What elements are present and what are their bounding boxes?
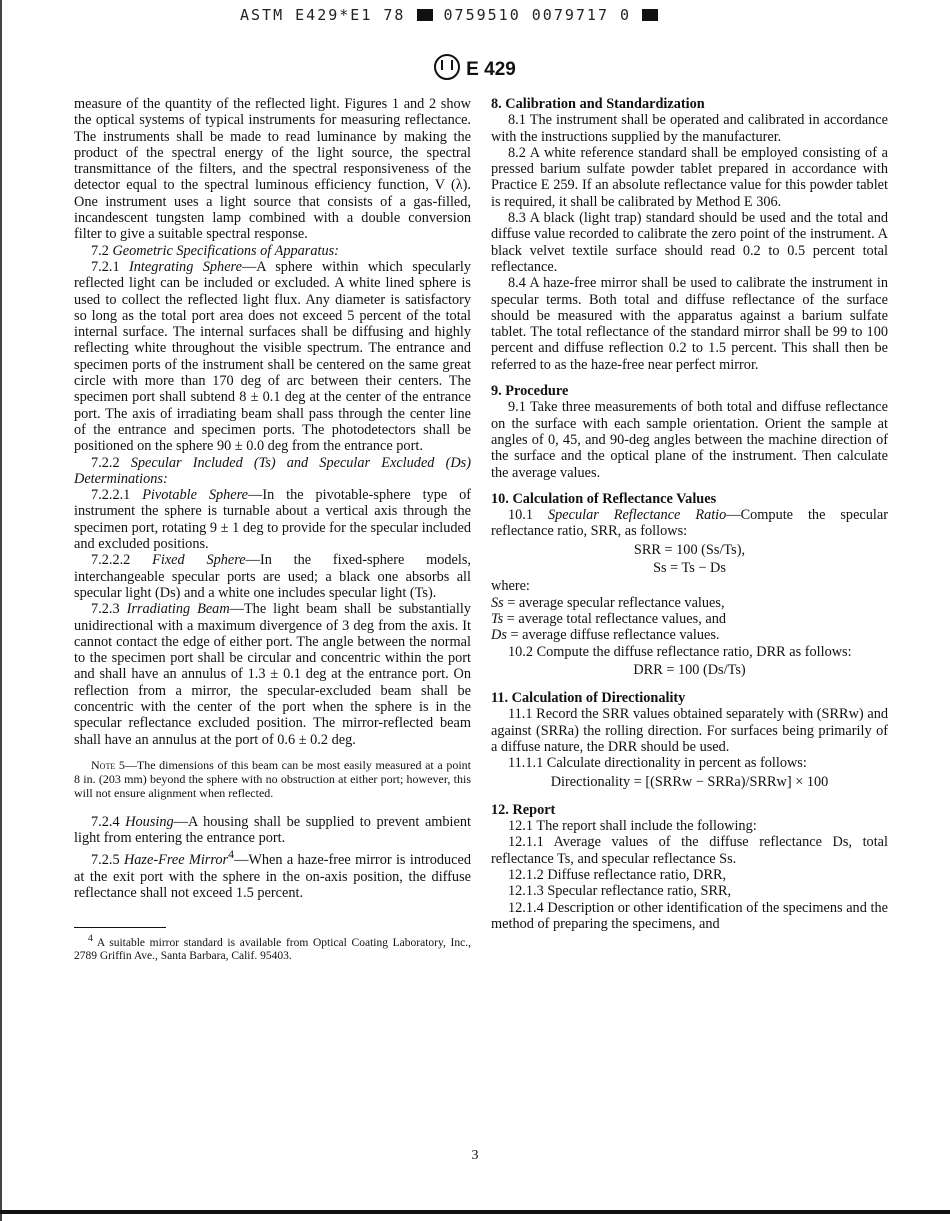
section-11-heading: 11. Calculation of Directionality xyxy=(491,690,686,707)
definition-ss: Ss = average specular reflectance values, xyxy=(491,594,725,611)
para-7-2-1: 7.2.1 Integrating Sphere—A sphere within which specularly reflected light can be included or excluded. A white lined sphere is used to collect the reflected light flux. Any diameter is satisfactory so long as the total port area does not exceed 5 percent of the total internal surface. The internal surfaces shall be diffusing and highly reflecting white throughout the visible spectrum. The entrance and specimen ports of the instrument shall be centered on the same great circle with more than 170 deg of arc between their centers. The specimen port shall subtend 8 ± 0.1 deg at the center of the entrance port. The axis of irradiating beam shall pass through the center line of the entrance and specimen ports. The photodetectors shall be positioned on the sphere 90 ± 0.0 deg from the entrance port. xyxy=(74,258,471,455)
equation-srr: SRR = 100 (Ss/Ts), xyxy=(633,541,746,558)
para-7-1-cont: measure of the quantity of the reflected light. Figures 1 and 2 show the optical systems of typical instruments for measuring reflectance. The instruments shall be made to read luminance by making the product of the spectral energy of the light source, the spectral transmittance of the filters, and the spectral responsiveness of the detector equal to the spectral luminous efficiency function, V (λ). One instrument uses a light source that consists of a gas-filled, incandescent tungsten lamp combined with a double conversion filter to give a suitable spectral response. xyxy=(74,96,471,243)
section-10-heading: 10. Calculation of Reflectance Values xyxy=(491,490,717,507)
section-8-heading: 8. Calibration and Standardization xyxy=(491,96,705,112)
left-column xyxy=(74,96,471,963)
standard-number: E 429 xyxy=(466,59,516,80)
page-number: 3 xyxy=(471,1148,479,1163)
para-7-2-2: 7.2.2 Specular Included (Ts) and Specular Excluded (Ds) Determinations: xyxy=(74,454,471,487)
para-10-1: 10.1 Specular Reflectance Ratio—Compute the specular reflectance ratio, SRR, as follows: xyxy=(491,507,888,540)
para-7-2-5: 7.2.5 Haze-Free Mirror$^4$—When a haze-free mirror is introduced at the exit port with the sphere in the on-axis position, the diffuse reflectance shall not exceed 1.5 percent. xyxy=(74,847,471,901)
para-7-2-4: 7.2.4 Housing—A housing shall be supplied to prevent ambient light from entering the entrance port. xyxy=(74,813,471,847)
section-12-heading: 12. Report xyxy=(491,801,556,818)
footnote-4: $^4$ A suitable mirror standard is available from Optical Coating Laboratory, Inc., 2789 Griffin Ave., Santa Barbara, Calif. 95403. xyxy=(74,933,471,962)
para-7-2-2-1: 7.2.2.1 Pivotable Sphere—In the pivotable-sphere type of instrument the sphere is turnable about a vertical axis through the specimen port, rotating 9 ± 1 deg to provide for the specular included and excluded positions. xyxy=(74,487,471,553)
note-5: Note 5—The dimensions of this beam can be most easily measured at a point 8 in. (203 mm) beyond the sphere with no obstruction at either port; however, this will not ensure alignment when reflected. xyxy=(74,757,472,800)
code-block-mark xyxy=(642,9,658,21)
footnote-rule xyxy=(74,927,166,928)
astm-logo-header xyxy=(0,54,950,81)
para-7-2: 7.2 Geometric Specifications of Apparatus: xyxy=(91,242,339,259)
para-8-3: 8.3 A black (light trap) standard should be used and the total and diffuse value recorded to calibrate the zero point of the instrument. A black velvet textile surface should read 0.2 to 0.5 percent total reflectance. xyxy=(491,210,888,275)
document-code-header xyxy=(240,6,658,24)
right-column xyxy=(491,96,888,932)
para-10-2: 10.2 Compute the diffuse reflectance ratio, DRR as follows: xyxy=(508,643,852,660)
para-7-2-2-2: 7.2.2.2 Fixed Sphere—In the fixed-sphere models, interchangeable specular ports are used; a black one absorbs all specular light (Ds) and a white one includes specular light (Ts). xyxy=(74,552,472,601)
para-8-1: 8.1 The instrument shall be operated and calibrated in accordance with the instructions supplied by the manufacturer. xyxy=(491,112,888,145)
para-8-4: 8.4 A haze-free mirror shall be used to calibrate the instrument in specular terms. Both total and diffuse reflectance of the surface should be measured with the apparatus against a barium sulfate tablet. The total reflectance of the standard mirror shall be 99 to 100 percent and diffuse reflection 0.2 to 1.5 percent. This shall then be referred to as the haze-free near perfect mirror. xyxy=(491,275,888,373)
equation-drr: DRR = 100 (Ds/Ts) xyxy=(633,661,746,678)
doc-code-mid: 0759510 0079717 0 xyxy=(443,6,632,24)
para-11-1: 11.1 Record the SRR values obtained separately with (SRRw) and against (SRRa) the rolling direction. For surfaces being primarily of a diffuse nature, the DRR should be used. xyxy=(491,706,888,755)
para-11-1-1: 11.1.1 Calculate directionality in percent as follows: xyxy=(508,755,807,772)
para-12-1: 12.1 The report shall include the following: xyxy=(508,818,757,835)
para-12-1-2: 12.1.2 Diffuse reflectance ratio, DRR, xyxy=(508,867,727,884)
para-7-2-3: 7.2.3 Irradiating Beam—The light beam shall be substantially unidirectional with a maximum divergence of 3 deg from the axis. It cannot contact the edge of either port. The angle between the normal to the specimen port shall be circular and concentric within the port and shall have an annulus of 1.3 ± 0.1 deg at the entrance port. On reflection from a mirror, the specular-excluded beam shall be concentric with the center of the port when the sphere is in the specular reflectance excluded position. The mirror-reflected beam shall have an annulus at the port of 0.6 ± 0.2 deg. xyxy=(74,601,471,748)
equation-directionality: Directionality = [(SRRw − SRRa)/SRRw] × 100 xyxy=(550,773,829,790)
scan-bottom-edge xyxy=(0,1210,950,1214)
astm-seal-icon xyxy=(434,54,460,80)
para-8-2: 8.2 A white reference standard shall be employed consisting of a pressed barium sulfate powder tablet prepared in accordance with Practice E 259. If an absolute reflectance value for this powder tablet is required, it shall be calibrated by Method E 306. xyxy=(491,144,888,210)
scan-edge-rule xyxy=(0,0,2,1221)
para-12-1-1: 12.1.1 Average values of the diffuse reflectance Ds, total reflectance Ts, and specular reflectance Ss. xyxy=(491,834,888,867)
equation-ss: Ss = Ts − Ds xyxy=(653,560,726,577)
code-block-mark xyxy=(417,9,433,21)
para-12-1-3: 12.1.3 Specular reflectance ratio, SRR, xyxy=(508,883,732,900)
doc-code-left: ASTM E429*E1 78 xyxy=(240,6,406,24)
section-9-heading: 9. Procedure xyxy=(491,383,569,400)
where-label: where: xyxy=(491,578,530,595)
definition-ds: Ds = average diffuse reflectance values. xyxy=(491,627,720,644)
para-12-1-4: 12.1.4 Description or other identification of the specimens and the method of preparing the specimens, and xyxy=(491,899,888,932)
para-9-1: 9.1 Take three measurements of both total and diffuse reflectance on the surface with each sample orientation. Orient the sample at angles of 0, 45, and 90-deg angles between the machine direction of the surface and the optical plane of the instrument. Then calculate the average values. xyxy=(491,399,888,481)
definition-ts: Ts = average total reflectance values, and xyxy=(491,610,726,627)
